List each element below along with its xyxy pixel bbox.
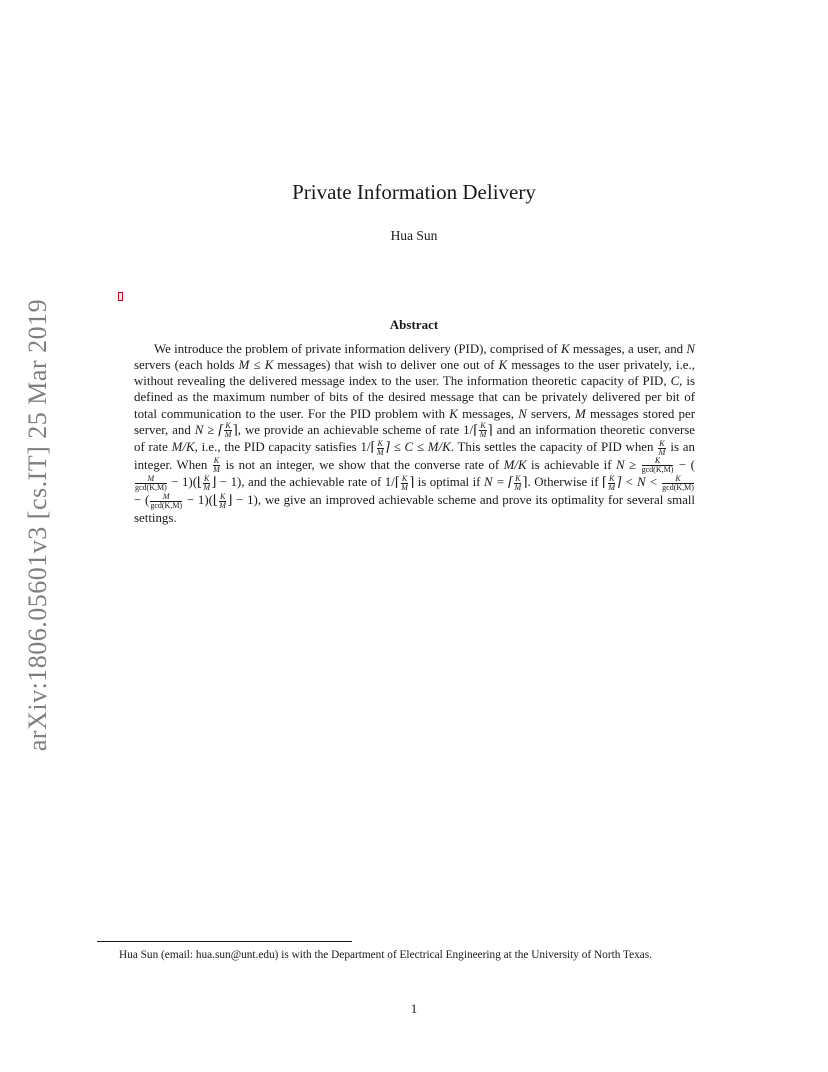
paper-title: Private Information Delivery — [292, 180, 536, 204]
fraction-k-over-m: $\frac{K}{M}$ — [401, 473, 408, 492]
arxiv-identifier: arXiv:1806.05601v3 [cs.IT] 25 Mar 2019 — [23, 298, 52, 752]
fraction-k-over-m: $\frac{K}{M}$ — [658, 438, 666, 457]
fraction-k-over-m: $\frac{K}{M}$ — [514, 473, 522, 492]
abstract-heading: Abstract — [389, 317, 439, 332]
fraction-k-over-m: $\frac{K}{M}$ — [203, 473, 211, 492]
fraction-k-over-m: $\frac{K}{M}$ — [479, 421, 487, 440]
page-number: 1 — [410, 1001, 418, 1016]
fraction-k-over-m: $\frac{K}{M}$ — [608, 473, 615, 492]
fraction-m-over-gcd: $\frac{M}{\gcd(K,M)}$ — [135, 473, 167, 492]
fraction-k-over-m: $\frac{K}{M}$ — [376, 438, 384, 457]
fraction-k-over-gcd: $\frac{K}{\gcd(K,M)}$ — [662, 473, 694, 492]
fraction-k-over-m: $\frac{K}{M}$ — [224, 421, 232, 440]
fraction-k-over-m: $\frac{K}{M}$ — [213, 456, 220, 475]
fraction-k-over-m: $\frac{K}{M}$ — [219, 491, 226, 510]
footnote-rule — [97, 941, 352, 942]
abstract-body: We introduce the problem of private information delivery (PID), comprised of K messages, a user, and N servers (each holds M ≤ K messages) that wish to deliver one out of K messages to the user privately, i.e., without revealing the delivered message index to the user. The information theoretic capacity of PID, C, is defined as the maximum number of bits of the desired message that can be privately delivered per bit of total communication to the user. For the PID problem with K messages, N servers, M messages stored per server, and N ≥ ⌈ $\frac{K}{M}$ ⌉, we provide an achievable scheme of rate 1/⌈ $\frac{K}{M}$ ⌉ and an information theoretic converse of rate M/K, i.e., the PID capacity satisfies 1/⌈ $\frac{K}{M}$ ⌉ ≤ C ≤ M/K. This settles the capacity of PID when $\frac{K}{M}$ is an integer. When $\frac{K}{M}$ is not an integer, we show that the converse rate of M/K is achievable if N ≥ $\frac{K}{\gcd(K,M)}$ − ( $\frac{M}{\gcd(K,M)}$ − 1)(⌊ $\frac{K}{M}$ ⌋ − 1), and the achievable rate of 1/⌈ $\frac{K}{M}$ ⌉ is optimal if N = ⌈ $\frac{K}{M}$ ⌉. Otherwise if ⌈ $\frac{K}{M}$ ⌉ < N < $\frac{K}{\gcd(K,M)}$ − ( $\frac{M}{\gcd(K,M)}$ − 1)(⌊ $\frac{K}{M}$ ⌋ − 1), we give an improved achievable scheme and prove its optimality for several small settings. — [134, 342, 696, 525]
author-name: Hua Sun — [390, 228, 438, 243]
fraction-m-over-gcd: $\frac{M}{\gcd(K,M)}$ — [150, 491, 183, 510]
footnote: Hua Sun (email: hua.sun@unt.edu) is with the Department of Electrical Engineering at the University of North Texas. — [119, 949, 652, 961]
red-marker — [118, 292, 123, 301]
fraction-k-over-gcd: $\frac{K}{\gcd(K,M)}$ — [641, 456, 674, 475]
